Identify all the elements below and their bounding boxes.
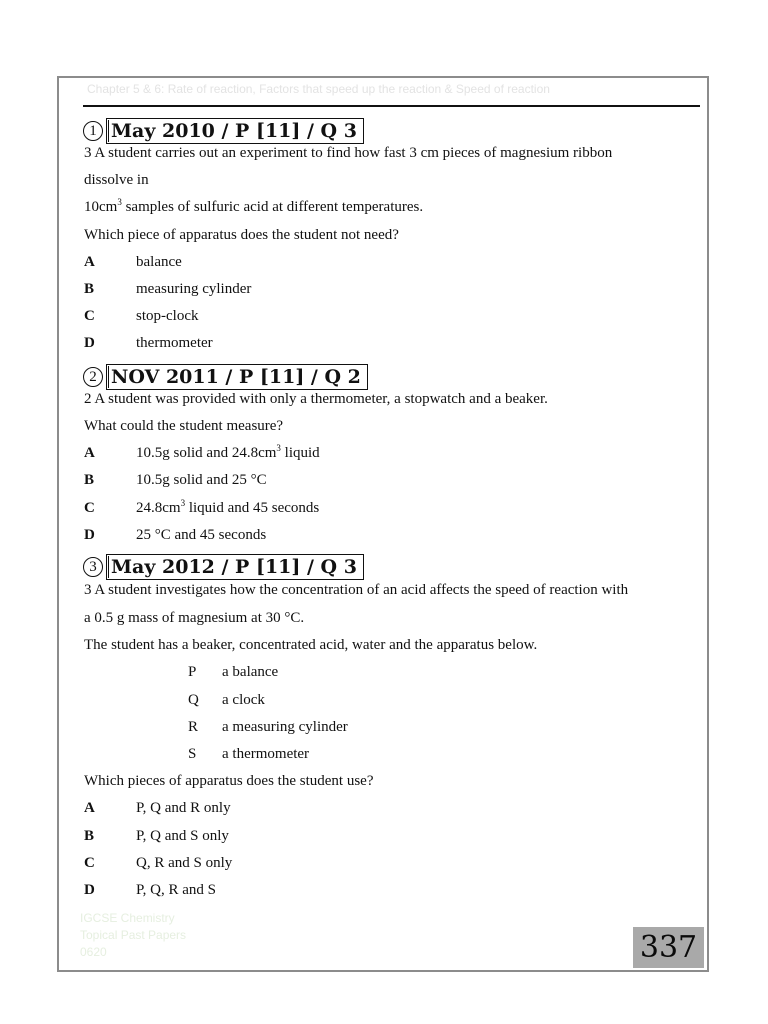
footer-watermark-line: IGCSE Chemistry [80, 911, 175, 925]
option-text: 10.5g solid and 24.8cm [136, 445, 277, 461]
question-3-stem-line-3: The student has a beaker, concentrated acid, water and the apparatus below. [84, 637, 538, 653]
question-1-option-d[interactable] [84, 334, 213, 352]
page-number-badge: 337 [633, 927, 704, 968]
question-3-option-a[interactable] [84, 799, 231, 817]
option-text: P, Q, R and S [136, 882, 217, 898]
apparatus-item-q [188, 691, 265, 709]
superscript: 3 [117, 197, 122, 207]
question-2-heading [83, 364, 368, 390]
question-2-stem-line-1: 2 A student was provided with only a thermometer, a stopwatch and a beaker. [84, 391, 548, 407]
option-letter: B [84, 828, 95, 844]
question-3-option-d[interactable] [84, 881, 216, 899]
option-letter: A [84, 445, 95, 461]
question-1-stem-line-3 [84, 198, 423, 216]
running-header: Chapter 5 & 6: Rate of reaction, Factors that speed up the reaction & Speed of reaction [87, 82, 550, 96]
question-3-stem-line-1: 3 A student investigates how the concentration of an acid affects the speed of reaction with [84, 582, 629, 598]
question-source-label: NOV 2011 / P [11] / Q 2 [106, 364, 368, 390]
question-1-stem-line-4: Which piece of apparatus does the student not need? [84, 227, 399, 243]
stem-text: samples of sulfuric acid at different temperatures. [125, 199, 424, 215]
footer-watermark [80, 910, 310, 961]
option-text: P, Q and R only [136, 800, 231, 816]
option-text-suffix: liquid [280, 445, 320, 461]
question-source-label: May 2010 / P [11] / Q 3 [106, 118, 364, 144]
question-2-option-b[interactable] [84, 471, 267, 489]
apparatus-item-r [188, 718, 348, 736]
question-1-option-c[interactable] [84, 307, 198, 325]
question-2-option-d[interactable] [84, 526, 266, 544]
question-3-option-b[interactable] [84, 827, 229, 845]
apparatus-text: a measuring cylinder [222, 719, 348, 735]
question-1-option-a[interactable] [84, 253, 182, 271]
option-letter: C [84, 855, 95, 871]
apparatus-text: a balance [222, 664, 279, 680]
option-text: balance [136, 254, 182, 270]
option-text: P, Q and S only [136, 828, 229, 844]
option-text: 24.8cm [136, 500, 181, 516]
option-letter: C [84, 500, 95, 516]
option-letter: D [84, 335, 95, 351]
question-3-option-c[interactable] [84, 854, 232, 872]
question-2-stem-line-2: What could the student measure? [84, 418, 284, 434]
question-2-option-c[interactable] [84, 499, 319, 517]
option-text: Q, R and S only [136, 855, 233, 871]
apparatus-text: a clock [222, 692, 265, 708]
volume-value: 10cm [84, 199, 118, 215]
apparatus-item-p [188, 663, 278, 681]
option-text: 25 °C and 45 seconds [136, 527, 267, 543]
superscript: 3 [180, 498, 186, 508]
question-number-circle: 1 [83, 121, 103, 141]
option-letter: C [84, 308, 95, 324]
apparatus-letter: Q [188, 692, 199, 708]
option-text: 10.5g solid and 25 °C [136, 472, 267, 488]
option-text: measuring cylinder [136, 281, 252, 297]
question-1-heading [83, 118, 364, 144]
question-1-stem-line-1: 3 A student carries out an experiment to find how fast 3 cm pieces of magnesium ribbon [84, 145, 613, 161]
footer-watermark-line: Topical Past Papers [80, 928, 187, 942]
question-3-stem-line-4: Which pieces of apparatus does the student use? [84, 773, 374, 789]
option-letter: D [84, 527, 95, 543]
question-2-option-a[interactable] [84, 444, 320, 462]
question-1-option-b[interactable] [84, 280, 251, 298]
footer-watermark-line: 0620 [80, 945, 107, 959]
apparatus-text: a thermometer [222, 746, 310, 762]
question-number-circle: 2 [83, 367, 103, 387]
question-1-stem-line-2: dissolve in [84, 172, 149, 188]
header-rule [83, 105, 700, 107]
option-text-suffix: liquid and 45 seconds [185, 500, 320, 516]
question-number-circle: 3 [83, 557, 103, 577]
option-letter: D [84, 882, 95, 898]
apparatus-letter: P [188, 664, 197, 680]
option-letter: A [84, 254, 95, 270]
option-text: thermometer [136, 335, 213, 351]
question-source-label: May 2012 / P [11] / Q 3 [106, 554, 364, 580]
question-3-stem-line-2: a 0.5 g mass of magnesium at 30 °C. [84, 610, 305, 626]
superscript: 3 [276, 443, 281, 453]
option-letter: A [84, 800, 95, 816]
apparatus-item-s [188, 745, 309, 763]
apparatus-letter: R [188, 719, 199, 735]
apparatus-letter: S [188, 746, 197, 762]
option-letter: B [84, 281, 95, 297]
option-letter: B [84, 472, 95, 488]
option-text: stop-clock [136, 308, 199, 324]
question-3-heading [83, 554, 364, 580]
